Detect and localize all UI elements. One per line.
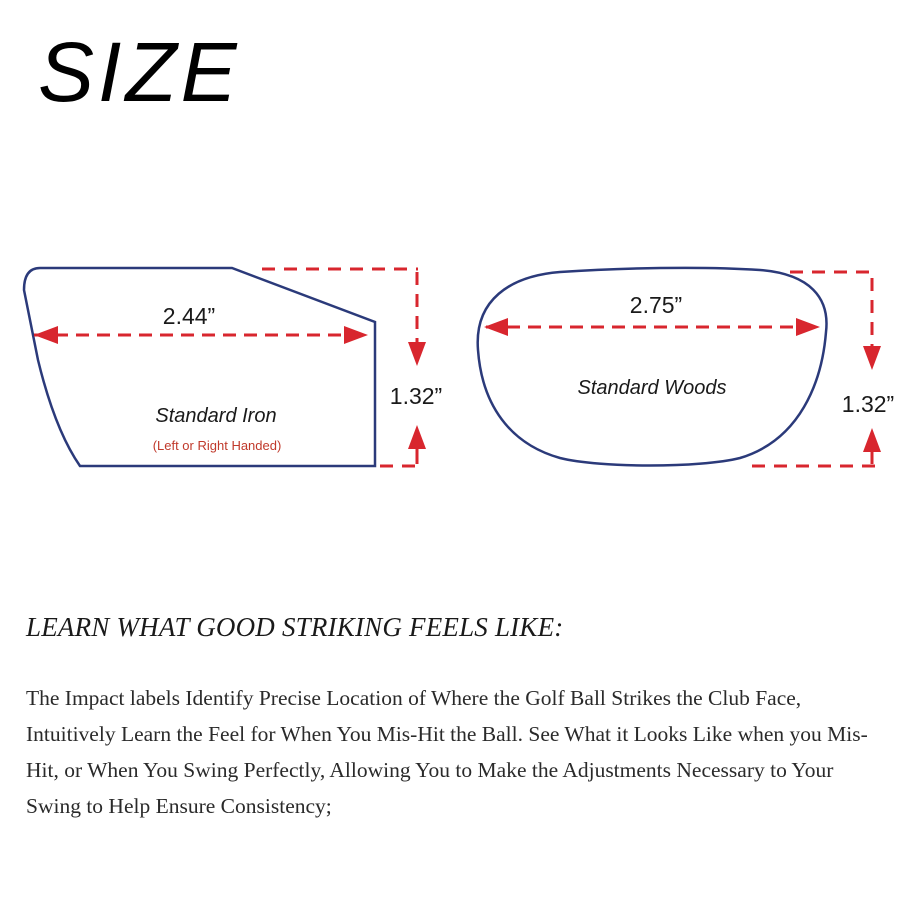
- iron-height-label: 1.32”: [389, 383, 443, 409]
- iron-diagram: [24, 268, 442, 466]
- page-title: SIZE: [38, 25, 241, 119]
- section-heading: LEARN WHAT GOOD STRIKING FEELS LIKE:: [26, 612, 564, 642]
- woods-width-arrow-left: [484, 318, 508, 336]
- woods-height-arrow-down: [863, 346, 881, 370]
- woods-height-label: 1.32”: [841, 391, 895, 417]
- iron-height-arrow-up: [408, 425, 426, 449]
- iron-handed-note: (Left or Right Handed): [152, 438, 282, 453]
- woods-width-label: 2.75”: [629, 292, 683, 318]
- iron-face-outline: [24, 268, 375, 466]
- iron-height-arrow-down: [408, 342, 426, 366]
- woods-diagram: [478, 268, 895, 466]
- iron-width-label: 2.44”: [162, 303, 216, 329]
- woods-height-arrow-up: [863, 428, 881, 452]
- section-body: The Impact labels Identify Precise Location of Where the Golf Ball Strikes the Club Face, Intuitively Learn the Feel for When You Mis-Hit the Ball. See What it Looks Like when you Mis-Hit, or When You Swing Perfectly, Allowing You to Make the Adjustments Necessary to Your Swing to Help Ensure Consistency;: [26, 686, 868, 818]
- iron-width-arrow-right: [344, 326, 368, 344]
- woods-width-arrow-right: [796, 318, 820, 336]
- iron-name-label: Standard Iron: [155, 405, 277, 427]
- iron-width-arrow-left: [34, 326, 58, 344]
- woods-name-label: Standard Woods: [577, 377, 727, 399]
